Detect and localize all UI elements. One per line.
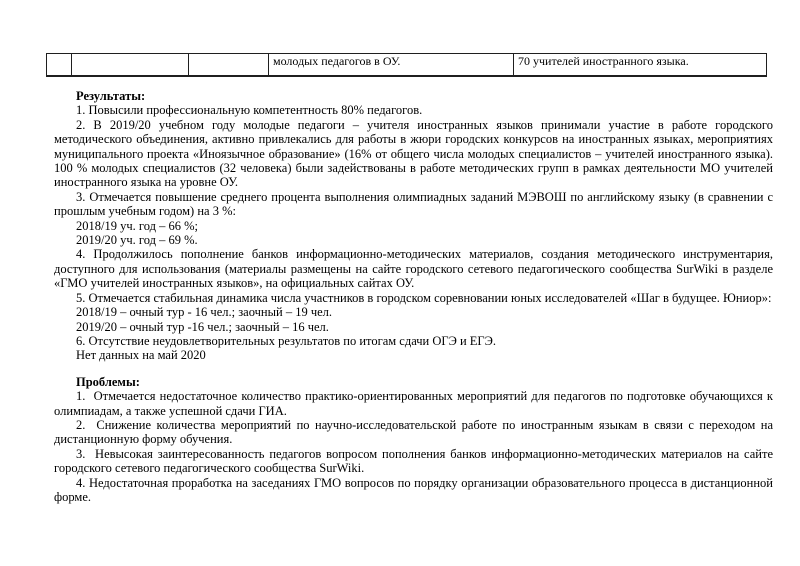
table-cell-2	[72, 54, 189, 77]
problems-heading: Проблемы:	[76, 374, 140, 389]
continuation-table	[46, 53, 767, 77]
problems-item-2: 2. Снижение количества мероприятий по научно-исследовательской работе по иностранным языкам в связи с переходом на дистанционную форму обучения.	[54, 417, 773, 447]
table-row	[47, 54, 767, 77]
results-year-line-1: 2018/19 уч. год – 66 %;	[76, 218, 198, 233]
results-year-line-2: 2019/20 уч. год – 69 %.	[76, 233, 198, 248]
problems-item-4: 4. Недостаточная проработка на заседаниях ГМО вопросов по порядку организации образовательного процесса в дистанционной форме.	[54, 475, 773, 504]
results-item-6: 6. Отсутствие неудовлетворительных результатов по итогам сдачи ОГЭ и ЕГЭ.	[76, 333, 497, 348]
table-cell-3	[189, 54, 269, 77]
document-body	[54, 89, 773, 504]
results-heading: Результаты:	[76, 89, 146, 103]
results-item-3: 3. Отмечается повышение среднего процента выполнения олимпиадных заданий МЭВОШ по английскому языку (в сравнении с прошлым учебным годом) на 3 %:	[54, 189, 773, 219]
results-no-data-note: Нет данных на май 2020	[76, 348, 206, 363]
results-item-2: 2. В 2019/20 учебном году молодые педагоги – учителя иностранных языков принимали участие в работе городского методического объединения, активно привлекались для работы в жюри городских конкурсов на иностранных языках, мероприятиях муниципального проекта «Иноязычное образование» (16% от общего числа молодых специалистов – учителей иностранного языка). 100 % молодых специалистов (32 человека) были задействованы в работе методических групп в рамках деятельности МО учителей иностранного языка на уровне ОУ.	[54, 117, 773, 190]
table-cell-young-teachers: молодых педагогов в ОУ.	[269, 54, 514, 77]
table-cell-teachers-count: 70 учителей иностранного языка.	[514, 54, 767, 77]
problems-item-3: 3. Невысокая заинтересованность педагогов вопросом пополнения банков информационно-методических материалов на сайте городского сетевого педагогического сообщества SurWiki.	[54, 446, 773, 476]
table-cell-number	[47, 54, 72, 77]
problems-item-1: 1. Отмечается недостаточное количество практико-ориентированных мероприятий для педагогов по подготовке обучающихся к олимпиадам, а также успешной сдачи ГИА.	[54, 389, 773, 418]
results-item-1: 1. Повысили профессиональную компетентность 80% педагогов.	[76, 103, 423, 118]
results-item-5: 5. Отмечается стабильная динамика числа участников в городском соревновании юных исследователей «Шаг в будущее. Юниор»:	[76, 290, 772, 305]
results-contest-line-2: 2019/20 – очный тур -16 чел.; заочный – 16 чел.	[76, 319, 329, 334]
results-item-4: 4. Продолжилось пополнение банков информационно-методических материалов, создания методического инструментария, доступного для использования (материалы размещены на сайте городского сетевого педагогического сообщества SurWiki в разделе «ГМО учителей иностранных языков», на официальных сайтах ОУ.	[54, 247, 773, 291]
results-contest-line-1: 2018/19 – очный тур - 16 чел.; заочный – 19 чел.	[76, 305, 333, 320]
